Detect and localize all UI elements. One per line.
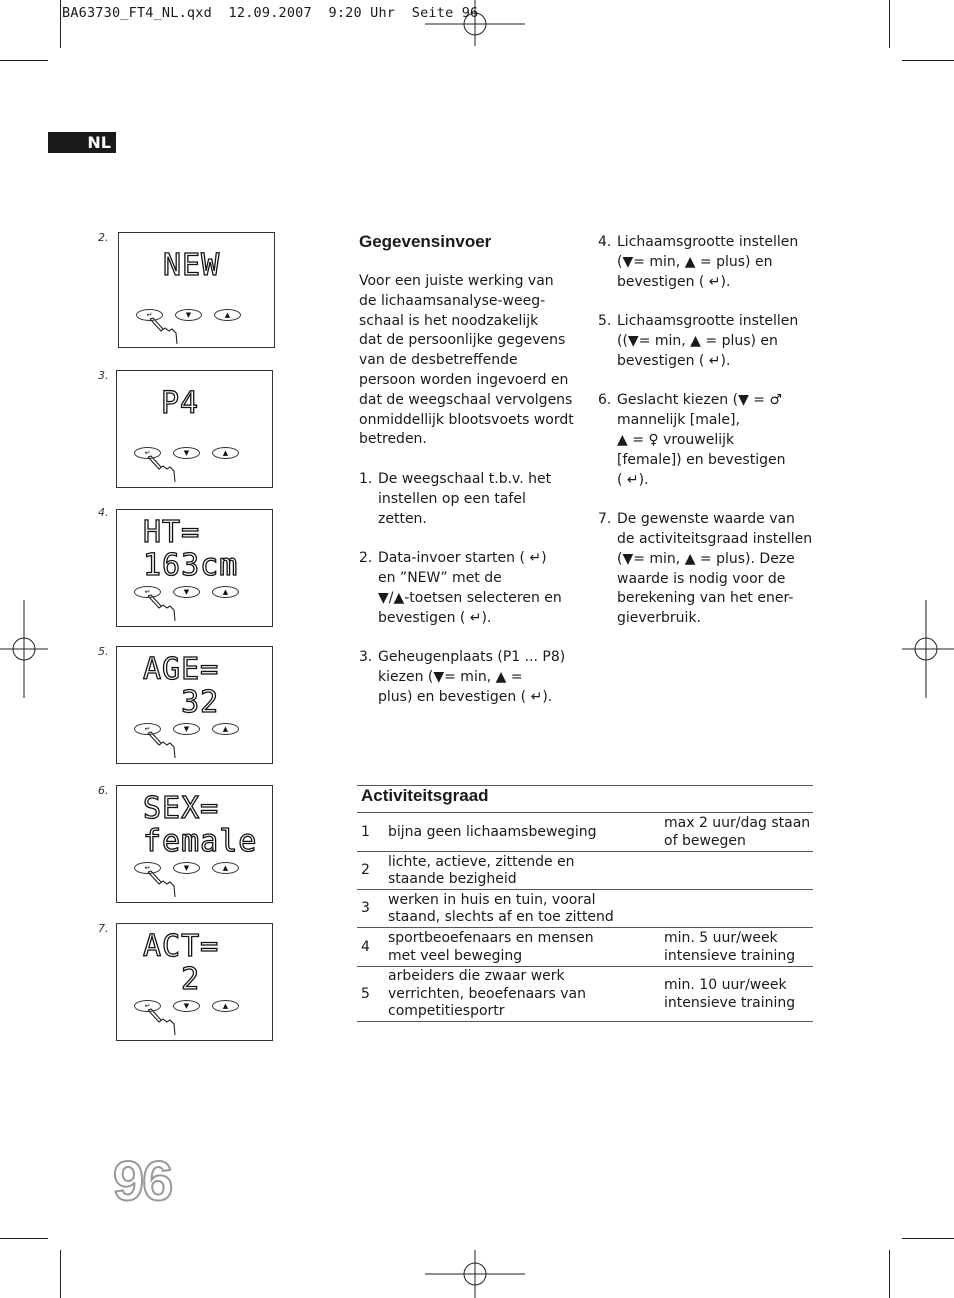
down-triangle-icon: ▼ bbox=[183, 1001, 190, 1010]
activity-description bbox=[388, 892, 614, 927]
description-line: met veel beweging bbox=[388, 947, 523, 964]
step-text bbox=[617, 510, 812, 629]
description-line: sportbeoefenaars en mensen bbox=[388, 930, 594, 946]
step-line: instellen op een tafel bbox=[378, 490, 526, 507]
registration-mark-top bbox=[425, 0, 525, 46]
enter-icon: ↵ bbox=[144, 1001, 151, 1010]
step-index: 6. bbox=[598, 392, 612, 409]
intro-line: Voor een juiste werking van bbox=[359, 273, 554, 289]
table-row bbox=[357, 851, 813, 890]
step-line: zetten. bbox=[378, 510, 427, 527]
step-index: 2. bbox=[359, 550, 373, 567]
enter-icon: ↵ bbox=[144, 587, 151, 596]
table-title: Activiteitsgraad bbox=[361, 786, 489, 805]
description-line: staand, slechts af en toe zittend bbox=[388, 909, 614, 925]
lcd-text: female bbox=[143, 824, 258, 859]
activity-description bbox=[388, 854, 575, 889]
table-row bbox=[357, 812, 813, 852]
language-tab: NL bbox=[48, 132, 116, 153]
enter-icon: ↵ bbox=[146, 310, 153, 319]
step-text bbox=[617, 233, 798, 292]
scale-display bbox=[118, 232, 275, 348]
up-triangle-button[interactable] bbox=[212, 862, 239, 874]
up-triangle-icon: ▲ bbox=[224, 310, 231, 319]
scale-display bbox=[116, 646, 273, 764]
step-number: 3. bbox=[98, 369, 109, 382]
step-line: ▼/▲-toetsen selecteren en bbox=[378, 589, 562, 606]
description-line: verrichten, beoefenaars van bbox=[388, 985, 586, 1002]
step-text bbox=[378, 549, 562, 628]
step-line: gieverbruik. bbox=[617, 610, 702, 627]
instruction-step bbox=[359, 549, 579, 628]
page-number: 96 bbox=[113, 1149, 172, 1212]
step-line: bevestigen ( ↵). bbox=[378, 609, 492, 626]
up-triangle-icon: ▲ bbox=[222, 1001, 229, 1010]
registration-mark-right bbox=[902, 600, 954, 698]
step-number: 4. bbox=[98, 506, 109, 519]
step-line: De weegschaal t.b.v. het bbox=[378, 470, 552, 487]
intro-line: dat de persoonlijke gegevens bbox=[359, 332, 566, 349]
step-line: Lichaamsgrootte instellen bbox=[617, 234, 799, 250]
table-row bbox=[357, 966, 813, 1022]
lcd-text: ACT= bbox=[143, 929, 220, 964]
scale-display bbox=[116, 923, 273, 1041]
step-index: 3. bbox=[359, 649, 373, 666]
instruction-step bbox=[598, 391, 818, 490]
step-index: 4. bbox=[598, 234, 612, 250]
scale-display bbox=[116, 370, 273, 488]
step-line: Geheugenplaats (P1 ... P8) bbox=[378, 649, 566, 666]
instruction-step bbox=[598, 510, 818, 629]
up-triangle-icon: ▲ bbox=[222, 724, 229, 733]
down-triangle-icon: ▼ bbox=[183, 724, 190, 733]
step-index: 1. bbox=[359, 470, 373, 487]
up-triangle-button[interactable] bbox=[212, 447, 239, 459]
up-triangle-icon: ▲ bbox=[222, 587, 229, 596]
step-line: De gewenste waarde van bbox=[617, 511, 795, 528]
activity-description bbox=[388, 968, 586, 1021]
description-line: lichte, actieve, zittende en bbox=[388, 853, 575, 870]
table-row bbox=[357, 889, 813, 928]
down-triangle-icon: ▼ bbox=[183, 587, 190, 596]
step-line: Geslacht kiezen (▼ = ♂ bbox=[617, 392, 783, 409]
activity-level: 1 bbox=[361, 823, 370, 840]
lcd-text: NEW bbox=[163, 248, 221, 283]
activity-note bbox=[664, 977, 795, 1012]
finger-pointer-icon bbox=[147, 317, 181, 345]
activity-note bbox=[664, 815, 810, 850]
table-row bbox=[357, 927, 813, 967]
step-line: (▼= min, ▲ = plus). Deze bbox=[617, 550, 795, 567]
description-line: staande bezigheid bbox=[388, 871, 517, 887]
finger-pointer-icon bbox=[145, 731, 179, 759]
activity-level: 4 bbox=[361, 938, 370, 955]
activity-level: 5 bbox=[361, 985, 370, 1002]
note-line: min. 10 uur/week bbox=[664, 977, 787, 993]
scale-display bbox=[116, 785, 273, 903]
activity-description bbox=[388, 824, 597, 842]
lcd-text: 32 bbox=[143, 685, 220, 720]
description-line: competitiesportr bbox=[388, 1003, 505, 1020]
print-header: BA63730_FT4_NL.qxd 12.09.2007 9:20 Uhr Seite 96 bbox=[62, 5, 479, 21]
step-line: kiezen (▼= min, ▲ = bbox=[378, 668, 523, 685]
step-index: 7. bbox=[598, 511, 612, 528]
down-triangle-icon: ▼ bbox=[183, 448, 190, 457]
scale-display bbox=[116, 509, 273, 627]
instruction-step bbox=[598, 233, 818, 292]
description-line: bijna geen lichaamsbeweging bbox=[388, 823, 597, 840]
lcd-text: 2 bbox=[143, 962, 201, 997]
down-triangle-icon: ▼ bbox=[185, 310, 192, 319]
finger-pointer-icon bbox=[145, 594, 179, 622]
intro-line: de lichaamsanalyse-weeg- bbox=[359, 292, 546, 309]
section-title: Gegevensinvoer bbox=[359, 232, 492, 251]
instruction-step bbox=[598, 312, 818, 371]
step-text bbox=[378, 470, 551, 529]
activity-description bbox=[388, 930, 594, 965]
step-line: ((▼= min, ▲ = plus) en bbox=[617, 332, 778, 349]
note-line: max 2 uur/dag staan bbox=[664, 815, 811, 831]
step-text bbox=[617, 312, 798, 371]
enter-icon: ↵ bbox=[144, 863, 151, 872]
step-number: 2. bbox=[98, 231, 109, 244]
intro-line: van de desbetreffende bbox=[359, 352, 518, 369]
step-index: 5. bbox=[598, 313, 612, 330]
step-number: 5. bbox=[98, 645, 109, 658]
step-line: plus) en bevestigen ( ↵). bbox=[378, 688, 553, 705]
step-line: Lichaamsgrootte instellen bbox=[617, 313, 799, 330]
intro-line: betreden. bbox=[359, 431, 427, 448]
data-entry-section bbox=[359, 232, 579, 708]
intro-paragraph bbox=[359, 272, 579, 450]
activity-level: 3 bbox=[361, 900, 370, 916]
registration-mark-bottom bbox=[425, 1250, 525, 1298]
up-triangle-icon: ▲ bbox=[222, 863, 229, 872]
up-triangle-button[interactable] bbox=[212, 1000, 239, 1012]
step-number: 6. bbox=[98, 784, 109, 797]
lcd-text: P4 bbox=[161, 386, 200, 421]
up-triangle-icon: ▲ bbox=[222, 448, 229, 457]
activity-level: 2 bbox=[361, 862, 370, 878]
finger-pointer-icon bbox=[145, 455, 179, 483]
finger-pointer-icon bbox=[145, 870, 179, 898]
step-line: [female]) en bevestigen bbox=[617, 451, 786, 468]
description-line: werken in huis en tuin, vooral bbox=[388, 891, 596, 908]
step-line: (▼= min, ▲ = plus) en bbox=[617, 253, 773, 270]
up-triangle-button[interactable] bbox=[212, 723, 239, 735]
right-steps-list bbox=[598, 233, 818, 629]
step-line: ( ↵). bbox=[617, 471, 649, 488]
registration-mark-left bbox=[0, 600, 48, 698]
note-line: min. 5 uur/week bbox=[664, 930, 778, 946]
intro-line: schaal is het noodzakelijk bbox=[359, 312, 539, 329]
step-line: en ”NEW” met de bbox=[378, 569, 502, 586]
instruction-step bbox=[359, 648, 579, 707]
lcd-text: SEX= bbox=[143, 791, 220, 826]
intro-line: dat de weegschaal vervolgens bbox=[359, 391, 573, 408]
note-line: intensieve training bbox=[664, 947, 796, 964]
down-triangle-icon: ▼ bbox=[183, 863, 190, 872]
lcd-text: AGE= bbox=[143, 652, 220, 687]
description-line: arbeiders die zwaar werk bbox=[388, 968, 565, 985]
enter-icon: ↵ bbox=[144, 448, 151, 457]
step-line: bevestigen ( ↵). bbox=[617, 352, 731, 369]
step-text bbox=[378, 648, 565, 707]
lcd-text: 163cm bbox=[143, 548, 239, 583]
note-line: of bewegen bbox=[664, 832, 746, 849]
step-line: berekening van het ener- bbox=[617, 590, 794, 607]
step-line: mannelijk [male], bbox=[617, 412, 740, 429]
up-triangle-button[interactable] bbox=[212, 586, 239, 598]
finger-pointer-icon bbox=[145, 1008, 179, 1036]
lcd-text: HT= bbox=[143, 515, 201, 550]
left-steps-list bbox=[359, 470, 579, 708]
enter-icon: ↵ bbox=[144, 724, 151, 733]
intro-line: persoon worden ingevoerd en bbox=[359, 371, 569, 388]
intro-line: onmiddellijk blootsvoets wordt bbox=[359, 411, 574, 428]
step-line: de activiteitsgraad instellen bbox=[617, 530, 813, 547]
step-line: bevestigen ( ↵). bbox=[617, 273, 731, 290]
step-number: 7. bbox=[98, 922, 109, 935]
instruction-step bbox=[359, 470, 579, 529]
step-text bbox=[617, 391, 785, 490]
activity-note bbox=[664, 930, 795, 965]
step-line: waarde is nodig voor de bbox=[617, 570, 786, 587]
step-line: ▲ = ♀ vrouwelijk bbox=[617, 431, 735, 448]
up-triangle-button[interactable] bbox=[214, 309, 241, 321]
note-line: intensieve training bbox=[664, 994, 796, 1011]
step-line: Data-invoer starten ( ↵) bbox=[378, 550, 547, 567]
